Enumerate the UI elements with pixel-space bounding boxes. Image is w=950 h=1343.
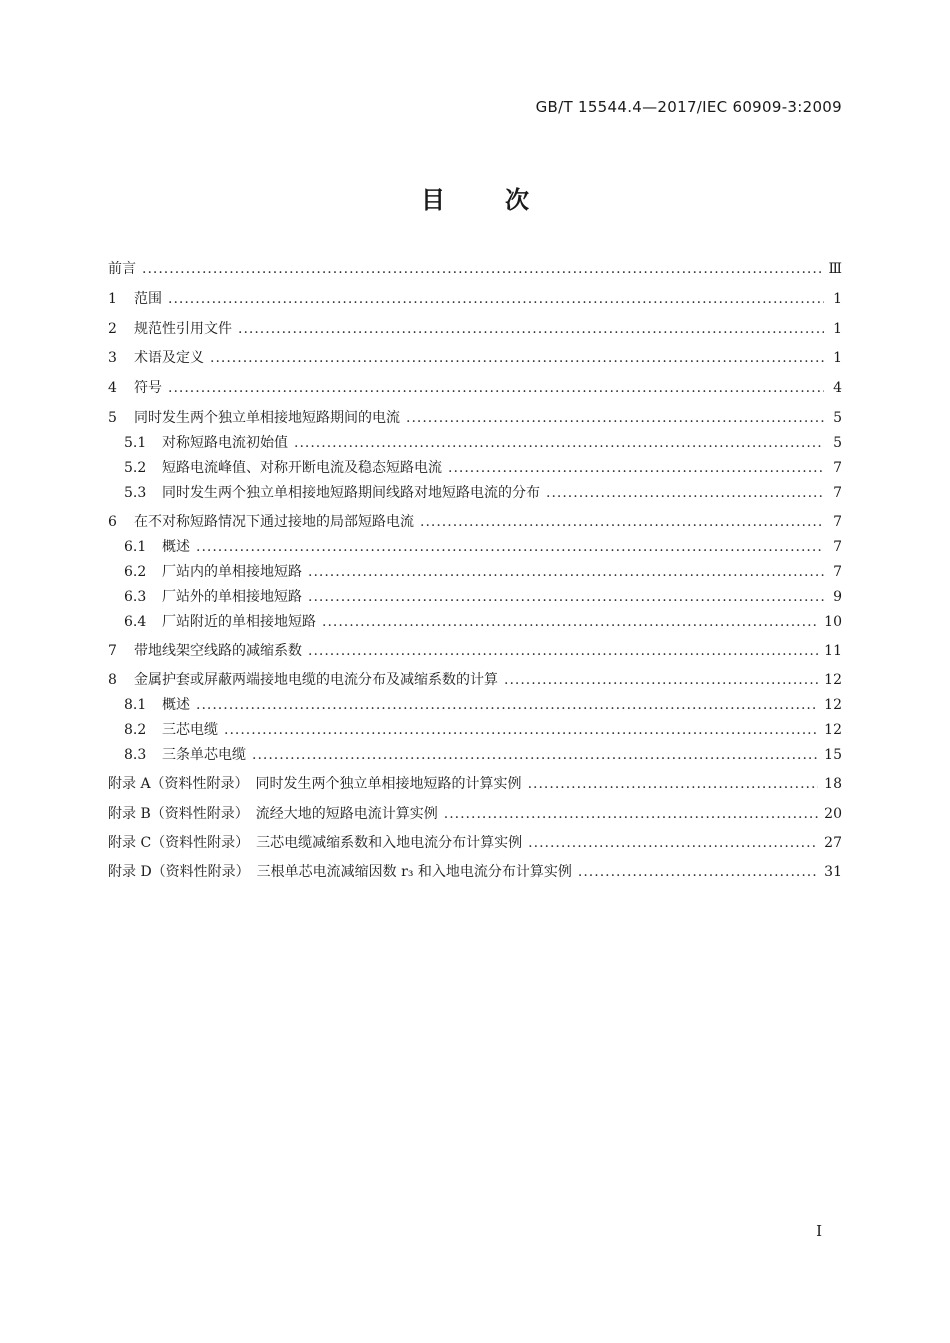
dot-leader — [196, 536, 824, 558]
toc-entry-number: 6 — [108, 514, 117, 530]
toc-entry-number: 5.3 — [124, 485, 147, 501]
dot-leader — [322, 611, 818, 633]
toc-entry-title: 前言 — [108, 261, 136, 277]
toc-entry[interactable] — [108, 258, 842, 280]
toc-entry-title: 概述 — [162, 697, 190, 713]
toc-entry-title: 符号 — [134, 380, 162, 396]
toc-entry-number: 5.1 — [124, 435, 147, 451]
toc-entry[interactable] — [108, 407, 842, 429]
dot-leader — [406, 407, 824, 429]
dot-leader — [168, 377, 824, 399]
toc-entry-title: 范围 — [134, 291, 162, 307]
toc-entry[interactable] — [124, 561, 842, 583]
toc-entry-page: 5 — [833, 410, 842, 426]
toc-entry-page: 1 — [833, 291, 842, 307]
toc-entry-title: 厂站附近的单相接地短路 — [162, 614, 316, 630]
toc-entry-title: 三条单芯电缆 — [162, 747, 246, 763]
toc-entry-page: 12 — [824, 697, 842, 713]
toc-entry-number: 6.3 — [124, 589, 147, 605]
toc-entry-page: 9 — [833, 589, 842, 605]
dot-leader — [196, 694, 818, 716]
toc-entry-page: 4 — [833, 380, 842, 396]
toc-entry-title: 规范性引用文件 — [134, 321, 232, 337]
toc-entry-title: 金属护套或屏蔽两端接地电缆的电流分布及减缩系数的计算 — [134, 672, 498, 688]
dot-leader — [308, 586, 824, 608]
toc-entry[interactable] — [108, 511, 842, 533]
toc-entry-number: 8 — [108, 672, 117, 688]
toc-entry[interactable] — [108, 318, 842, 340]
toc-entry-title: 附录 A（资料性附录） 同时发生两个独立单相接地短路的计算实例 — [108, 776, 522, 792]
toc-entry-number: 3 — [108, 350, 117, 366]
toc-entry-page: 15 — [824, 747, 842, 763]
toc-entry[interactable] — [108, 347, 842, 369]
dot-leader — [578, 861, 818, 883]
toc-entry[interactable] — [108, 832, 842, 854]
page-number: I — [816, 1222, 822, 1240]
toc-entry[interactable] — [108, 640, 842, 662]
dot-leader — [420, 511, 824, 533]
toc-entry-number: 2 — [108, 321, 117, 337]
toc-entry-page: 12 — [824, 722, 842, 738]
toc-entry-title: 对称短路电流初始值 — [162, 435, 288, 451]
toc-entry-title: 厂站内的单相接地短路 — [162, 564, 302, 580]
toc-entry-page: 7 — [833, 485, 842, 501]
dot-leader — [210, 347, 824, 369]
toc-entry-number: 7 — [108, 643, 117, 659]
toc-entry[interactable] — [124, 586, 842, 608]
dot-leader — [142, 258, 822, 280]
toc-entry-number: 5 — [108, 410, 117, 426]
toc-entry[interactable] — [124, 744, 842, 766]
toc-entry[interactable] — [108, 288, 842, 310]
toc-entry-page: 7 — [833, 514, 842, 530]
toc-entry-title: 同时发生两个独立单相接地短路期间线路对地短路电流的分布 — [162, 485, 540, 501]
dot-leader — [238, 318, 824, 340]
toc-entry-page: Ⅲ — [828, 261, 842, 277]
toc-entry-number: 6.4 — [124, 614, 147, 630]
dot-leader — [252, 744, 818, 766]
toc-entry[interactable] — [124, 611, 842, 633]
dot-leader — [224, 719, 818, 741]
toc-entry-title: 同时发生两个独立单相接地短路期间的电流 — [134, 410, 400, 426]
dot-leader — [294, 432, 824, 454]
dot-leader — [546, 482, 824, 504]
toc-entry-page: 7 — [833, 539, 842, 555]
toc-entry-page: 10 — [824, 614, 842, 630]
toc-entry-number: 6.2 — [124, 564, 147, 580]
toc-entry[interactable] — [108, 377, 842, 399]
toc-entry-title: 带地线架空线路的减缩系数 — [134, 643, 302, 659]
toc-entry-title: 概述 — [162, 539, 190, 555]
dot-leader — [528, 832, 818, 854]
toc-entry-number: 8.3 — [124, 747, 147, 763]
toc-entry-title: 三芯电缆 — [162, 722, 218, 738]
dot-leader — [448, 457, 824, 479]
toc-entry-page: 18 — [824, 776, 842, 792]
toc-entry-page: 7 — [833, 564, 842, 580]
toc-entry-page: 12 — [824, 672, 842, 688]
toc-entry-number: 8.1 — [124, 697, 147, 713]
toc-entry[interactable] — [108, 861, 842, 883]
toc-entry-title: 短路电流峰值、对称开断电流及稳态短路电流 — [162, 460, 442, 476]
dot-leader — [528, 773, 819, 795]
dot-leader — [308, 561, 824, 583]
toc-entry-title: 厂站外的单相接地短路 — [162, 589, 302, 605]
toc-entry-page: 1 — [833, 321, 842, 337]
toc-entry-page: 31 — [824, 864, 842, 880]
toc-entry-number: 4 — [108, 380, 117, 396]
toc-entry[interactable] — [124, 719, 842, 741]
toc-entry-title: 术语及定义 — [134, 350, 204, 366]
toc-entry-title: 附录 B（资料性附录） 流经大地的短路电流计算实例 — [108, 806, 438, 822]
toc-entry[interactable] — [124, 536, 842, 558]
toc-entry-page: 1 — [833, 350, 842, 366]
dot-leader — [504, 669, 818, 691]
toc-entry[interactable] — [124, 432, 842, 454]
toc-entry-page: 27 — [824, 835, 842, 851]
toc-entry[interactable] — [108, 773, 842, 795]
dot-leader — [168, 288, 824, 310]
dot-leader — [444, 803, 818, 825]
toc-entry[interactable] — [124, 694, 842, 716]
page-title: 目次 — [421, 185, 589, 214]
toc-entry-title: 在不对称短路情况下通过接地的局部短路电流 — [134, 514, 414, 530]
toc-entry-title: 附录 D（资料性附录） 三根单芯电流减缩因数 r₃ 和入地电流分布计算实例 — [108, 864, 572, 880]
toc-entry[interactable] — [124, 482, 842, 504]
toc-entry[interactable] — [108, 669, 842, 691]
toc-entry[interactable] — [124, 457, 842, 479]
toc-entry-page: 5 — [833, 435, 842, 451]
standard-number: GB/T 15544.4—2017/IEC 60909-3:2009 — [535, 98, 842, 116]
toc-entry-title: 附录 C（资料性附录） 三芯电缆减缩系数和入地电流分布计算实例 — [108, 835, 523, 851]
toc-entry-number: 6.1 — [124, 539, 147, 555]
toc-entry-page: 11 — [824, 643, 842, 659]
dot-leader — [308, 640, 818, 662]
toc-entry-number: 8.2 — [124, 722, 147, 738]
toc-entry-number: 1 — [108, 291, 117, 307]
toc-entry[interactable] — [108, 803, 842, 825]
toc-entry-number: 5.2 — [124, 460, 147, 476]
toc-entry-page: 20 — [824, 806, 842, 822]
toc-entry-page: 7 — [833, 460, 842, 476]
